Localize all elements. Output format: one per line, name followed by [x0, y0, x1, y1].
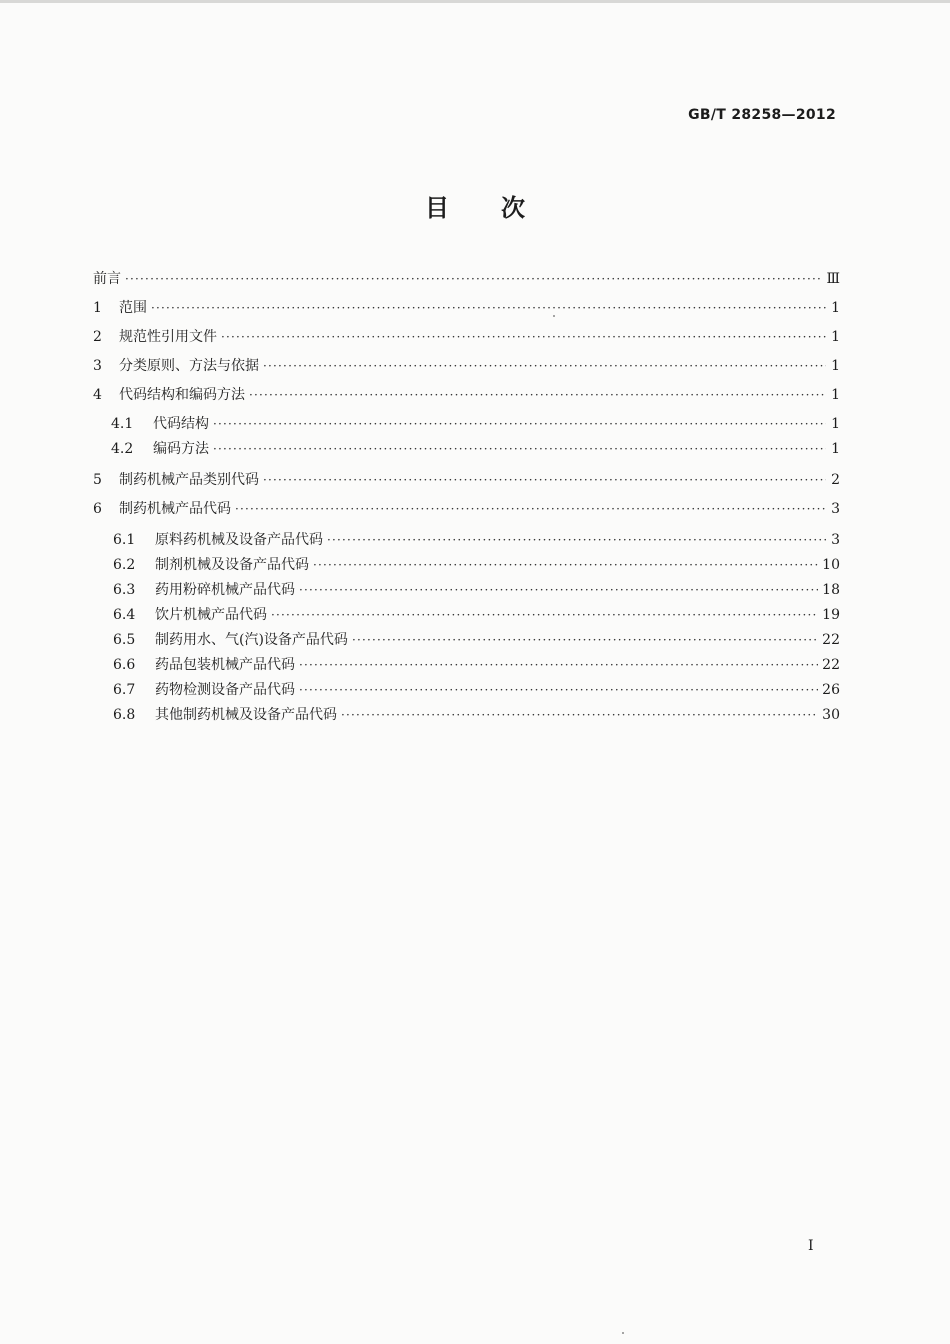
- toc-page-number: 1: [831, 441, 840, 457]
- toc-leader: [213, 442, 826, 456]
- toc-entry-6-2[interactable]: [93, 554, 840, 579]
- toc-entry-4-1[interactable]: [93, 413, 840, 438]
- toc-entry-foreword[interactable]: [93, 268, 840, 297]
- toc-leader: [299, 583, 818, 597]
- toc-entry-number: 6.8: [113, 707, 136, 723]
- toc-entry-number: 6.3: [113, 582, 136, 598]
- toc-entry-4[interactable]: [93, 384, 840, 413]
- toc-entry-6-3[interactable]: [93, 579, 840, 604]
- page-edge: [0, 0, 950, 3]
- toc-entry-number: 6.6: [113, 657, 136, 673]
- toc-entry-text: 分类原则、方法与依据: [119, 358, 259, 374]
- page-number: I: [808, 1238, 814, 1254]
- toc-page-number: 3: [831, 501, 840, 517]
- toc-entry-5[interactable]: [93, 469, 840, 498]
- toc-leader: [313, 558, 818, 572]
- toc-entry-number: 1: [93, 300, 102, 316]
- toc-entry-6-8[interactable]: [93, 704, 840, 729]
- toc-entry-text: 药物检测设备产品代码: [155, 682, 295, 698]
- toc-entry-6[interactable]: [93, 498, 840, 529]
- standard-number: GB/T 28258—2012: [688, 107, 836, 123]
- toc-leader: [235, 502, 826, 516]
- toc-leader: [299, 683, 818, 697]
- scan-speck: [553, 315, 555, 317]
- toc-entry-number: 4.2: [111, 441, 134, 457]
- toc-page-number: 22: [822, 632, 840, 648]
- toc-entry-1[interactable]: [93, 297, 840, 326]
- toc-page-number: 26: [822, 682, 840, 698]
- toc-entry-number: 3: [93, 358, 102, 374]
- toc-entry-number: 4: [93, 387, 102, 403]
- toc-entry-3[interactable]: [93, 355, 840, 384]
- toc-page-number: 1: [831, 300, 840, 316]
- toc-entry-text: 制药用水、气(汽)设备产品代码: [155, 632, 348, 648]
- toc-entry-number: 6.7: [113, 682, 136, 698]
- toc-entry-text: 药品包装机械产品代码: [155, 657, 295, 673]
- toc-page-number: 1: [831, 416, 840, 432]
- toc-entry-2[interactable]: [93, 326, 840, 355]
- toc-entry-text: 编码方法: [153, 441, 209, 457]
- toc-entry-6-7[interactable]: [93, 679, 840, 704]
- page-title: 目次: [425, 194, 577, 222]
- toc-page-number: 1: [831, 358, 840, 374]
- toc-page-number: 3: [831, 532, 840, 548]
- toc-page-number: 2: [831, 472, 840, 488]
- toc-entry-number: 4.1: [111, 416, 134, 432]
- toc-entry-text: 规范性引用文件: [119, 329, 217, 345]
- toc-entry-text: 制药机械产品类别代码: [119, 472, 259, 488]
- toc-entry-text: 制药机械产品代码: [119, 501, 231, 517]
- toc-leader: [271, 608, 818, 622]
- toc-leader: [263, 359, 826, 373]
- toc-page-number: 30: [822, 707, 840, 723]
- toc-leader: [327, 533, 826, 547]
- toc-entry-text: 饮片机械产品代码: [155, 607, 267, 623]
- scan-speck: [622, 1332, 624, 1334]
- toc-entry-text: 其他制药机械及设备产品代码: [155, 707, 337, 723]
- toc-entry-number: 5: [93, 472, 102, 488]
- toc-leader: [151, 301, 826, 315]
- toc-entry-text: 制剂机械及设备产品代码: [155, 557, 309, 573]
- toc-entry-number: 6: [93, 501, 102, 517]
- toc-leader: [221, 330, 826, 344]
- toc-entry-4-2[interactable]: [93, 438, 840, 469]
- toc-entry-text: 范围: [119, 300, 147, 316]
- toc-leader: [263, 473, 826, 487]
- toc-page-number: 1: [831, 387, 840, 403]
- table-of-contents: [93, 268, 840, 729]
- toc-page-number: 10: [822, 557, 840, 573]
- toc-page-number: 22: [822, 657, 840, 673]
- toc-entry-text: 原料药机械及设备产品代码: [155, 532, 323, 548]
- toc-page-number: 1: [831, 329, 840, 345]
- toc-entry-6-5[interactable]: [93, 629, 840, 654]
- toc-leader: [125, 272, 822, 286]
- toc-entry-number: 2: [93, 329, 102, 345]
- toc-entry-text: 代码结构: [153, 416, 209, 432]
- toc-page-number: 19: [822, 607, 840, 623]
- toc-entry-number: 6.4: [113, 607, 136, 623]
- toc-leader: [352, 633, 818, 647]
- toc-entry-6-4[interactable]: [93, 604, 840, 629]
- toc-page-number: 18: [822, 582, 840, 598]
- toc-entry-number: 6.5: [113, 632, 136, 648]
- toc-entry-number: 6.2: [113, 557, 136, 573]
- toc-entry-text: 前言: [93, 271, 121, 287]
- toc-entry-6-1[interactable]: [93, 529, 840, 554]
- toc-entry-text: 代码结构和编码方法: [119, 387, 245, 403]
- toc-entry-text: 药用粉碎机械产品代码: [155, 582, 295, 598]
- toc-leader: [341, 708, 818, 722]
- toc-entry-number: 6.1: [113, 532, 136, 548]
- toc-page-number: Ⅲ: [826, 271, 840, 287]
- toc-leader: [249, 388, 826, 402]
- toc-entry-6-6[interactable]: [93, 654, 840, 679]
- toc-leader: [299, 658, 818, 672]
- toc-leader: [213, 417, 826, 431]
